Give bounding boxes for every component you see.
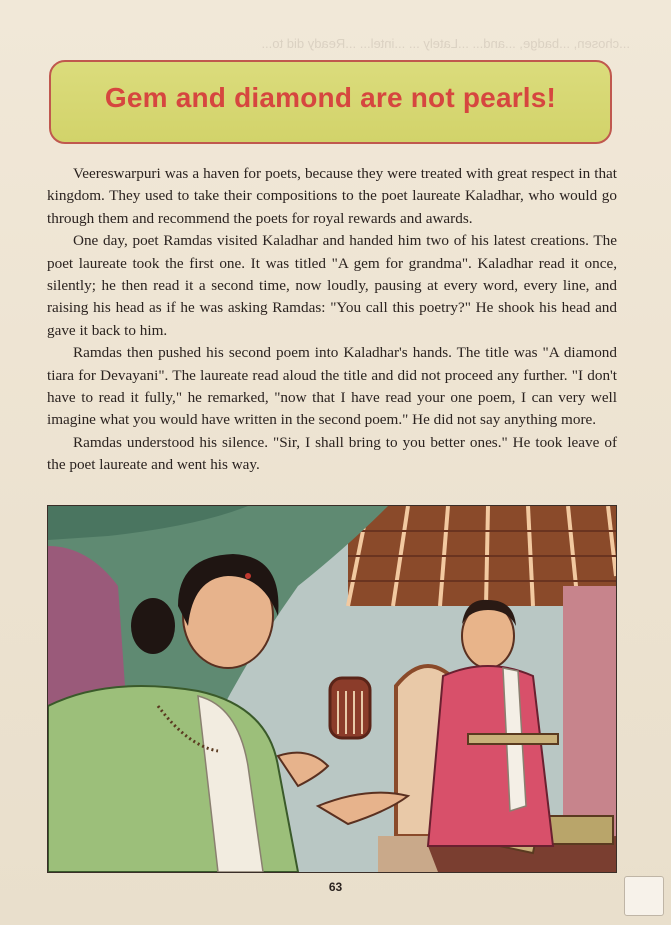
paragraph-4: Ramdas understood his silence. "Sir, I shall bring to you better ones." He took leave of the poet laureate and went his way. — [47, 433, 617, 474]
paragraph-3: Ramdas then pushed his second poem into Kaladhar's hands. The title was "A diamond tiara for Devayani". The laureate read aloud the title and did not proceed any further. "I don't have to read it fully," he remarked, "now that I have read your one poem, I can very well imagine what you would have written in the second poem." He did not say anything more. — [47, 344, 617, 429]
palm-leaf-manuscript — [468, 734, 558, 744]
story-illustration — [47, 505, 617, 873]
kaladhar-hair-bun — [131, 598, 175, 654]
forehead-mark — [245, 573, 251, 579]
ramdas-kurta — [428, 666, 553, 846]
illustration-art — [48, 506, 616, 872]
title-banner — [49, 60, 612, 144]
page-number: 63 — [328, 880, 343, 894]
show-through-text: ...chosen, ...badge, ...and... ...Lately ... ...intel... ...Ready did to... — [261, 36, 630, 51]
paragraph-2: One day, poet Ramdas visited Kaladhar and handed him two of his latest creations. The poet laureate took the first one. It was titled "A gem for grandma". Kaladhar read it once, silently; he then read it a second time, now loudly, pausing at every word, every line, and raising his head as if he was asking Ramdas: "You call this poetry?" He shook his head and gave it back to him. — [47, 232, 617, 339]
story-title: Gem and diamond are not pearls! — [104, 82, 557, 113]
paragraph-1: Veereswarpuri was a haven for poets, because they were treated with great respect in that kingdom. They used to take their compositions to the poet laureate Kaladhar, who would go through them and recommend the poets for royal rewards and awards. — [47, 165, 617, 227]
story-text — [47, 163, 617, 477]
window — [330, 678, 370, 738]
library-stamp — [624, 876, 664, 916]
